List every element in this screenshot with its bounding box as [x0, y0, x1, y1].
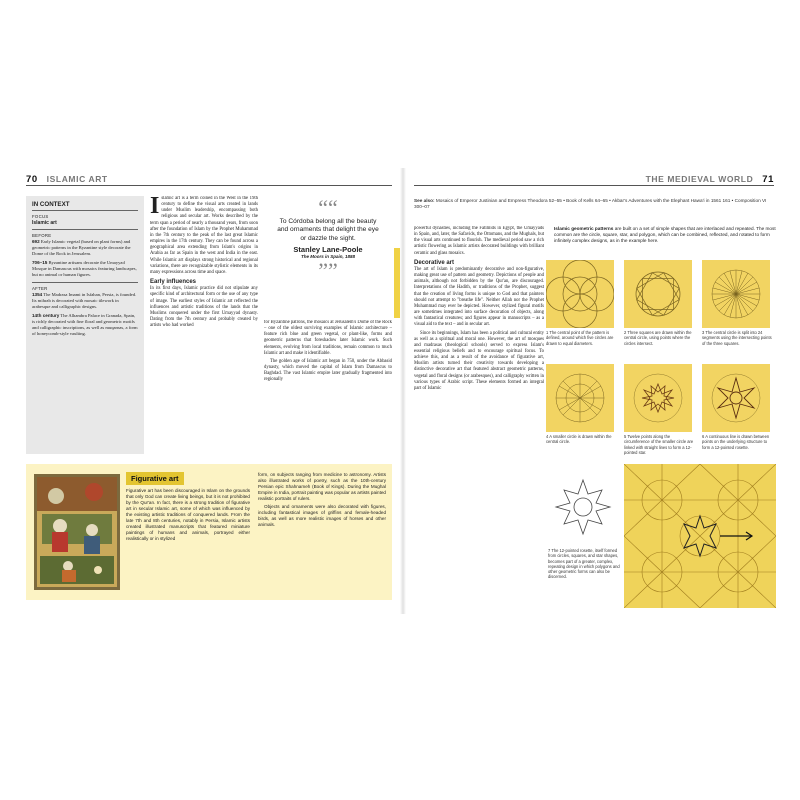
body-column-1 — [150, 196, 258, 456]
book-spread — [18, 168, 782, 614]
step-7-caption: 7 The 12-pointed rosette, itself formed from circles, squares, and star shapes, becomes part of a greater, complex, repeating design in which polygons and other geometric forms can also be discerned. — [548, 548, 620, 580]
paragraph: Objects and ornaments were also decorated with figures, including fantastical images of griffins and female-headed birds, as well as more realistic images of horses and other animals. — [258, 504, 386, 527]
step-2-caption: 2 Three squares are drawn within the central circle, using points where the circles intersect. — [624, 330, 692, 346]
geometric-intro-bold: Islamic geometric patterns — [554, 226, 614, 231]
paragraph: The art of Islam is predominantly decorative and non-figurative, making great use of pattern and geometry. Depictions of people and animals, although not forbidden by the Qur'an, are discouraged. Interpretations of the Hadith, or traditions of the Prophet, suggest that the creation of living forms is unique to God and that painters should not attempt to "breathe life". Neither Allah nor the Prophet Muhammad may ever be depicted. However, stylized figural motifs are sometimes integrated into surface decoration of objects, along with fantastical creatures; and figures appear in manuscripts – as a visual aid to the text – and in secular art. — [414, 266, 544, 328]
paragraph: The golden age of Islamic art began in 750, under the Abbasid dynasty, which moved the capital of Islam from Damascus to Baghdad. The vast Islamic empire later gradually fragmented into regionally — [264, 358, 392, 383]
yellow-accent-bar — [394, 248, 400, 318]
after-label: AFTER — [32, 285, 48, 291]
paragraph: Since its beginnings, Islam has been a political and cultural entity as well as a spiritual and moral one. However, the art of mosques and madrasas (theological schools) served to express Islam's essential religious beliefs and to encourage spiritual focus. To achieve this, and as a result of the avoidance of figurative art, Muslim artists turned their creativity towards developing a distinctive decorative art that featured abstract geometric patterns, vegetal and floral designs (or arabesques), and calligraphy written in various types of Arabic script. These elements formed an integral part of Islamic — [414, 330, 544, 391]
right-running-header — [646, 174, 774, 185]
entry-year: 14th century — [32, 312, 60, 318]
rosette-outline-diagram — [548, 472, 618, 542]
right-body-column — [414, 226, 544, 608]
step-4-diagram — [546, 364, 614, 432]
before-entry — [32, 260, 138, 278]
step-1-caption: 1 The central point of the pattern is defined, around which five circles are drawn to equal diameters. — [546, 330, 614, 346]
in-context-heading: IN CONTEXT — [32, 201, 70, 208]
in-context-box — [26, 196, 144, 454]
paragraph: In its first days, Islamic practice did not stipulate any specific kind of architectural form or the use of any type of image. The earliest styles of Islamic art reflected the influences and artistic traditions of the lands that the Muslims conquered under the first Umayyad dynasty. Dating from the 7th century and probably created by artists who had worked — [150, 286, 258, 329]
focus-label: FOCUS — [32, 214, 49, 219]
entry-text: The Alhambra Palace in Granada, Spain, is richly decorated with fine floral and geometric motifs and calligraphic inscriptions, as well as muqarnas, a form of honeycomb-style vaulting. — [32, 312, 138, 337]
panel-column-2 — [258, 472, 386, 596]
geometric-intro — [554, 226, 778, 245]
header-rule-right — [414, 185, 774, 186]
panel-title: Figurative art — [126, 472, 184, 485]
intro-text: slamic art is a term coined in the West in the 19th century to define the visual arts created in lands under Muslim leadership, encompassing both religious and secular art. Works described by the term span a period of nearly a thousand years, from soon after the foundation of Islam by the Prophet Muhammad in the 7th century to the peak of the last great Islamic empires in the 17th century. They can be found across a geographical area extending from Islam's origins in Arabia as far as Spain in the west and India in the east. While Islamic art displays strong historical and regional variations, there are recognizable stylistic elements in its many expressions across time and space. — [150, 196, 258, 275]
quote-source: The Moors in Spain, 1888 — [300, 254, 355, 260]
open-quote-icon: ““ — [318, 195, 338, 220]
step-6-caption: 6 A continuous line is drawn between points on the underlying structure to form a 12-pointed rosette. — [702, 434, 770, 450]
drop-cap: I — [150, 196, 160, 219]
before-entry — [32, 239, 138, 257]
panel-column-1 — [126, 488, 250, 596]
chapter-title-left: ISLAMIC ART — [46, 174, 108, 184]
see-also-line — [414, 198, 778, 210]
divider — [32, 282, 138, 283]
step-4-caption: 4 A smaller circle is drawn within the central circle. — [546, 434, 612, 445]
body-column-2 — [264, 320, 392, 458]
subheading-early-influences: Early influences — [150, 279, 197, 286]
before-label: BEFORE — [32, 233, 52, 238]
see-also-label: See also: — [414, 198, 435, 203]
see-also-text: Mosaics of Emperor Justinian and Empress Theodora 52–55 • Book of Kells 64–65 • Akbar's Adventures with the Elephant Hawa'i in 1561 161 • Composition VI 300–07 — [414, 198, 767, 210]
focus-value: Islamic art — [32, 220, 57, 226]
step-6-diagram — [702, 364, 770, 432]
repeating-pattern-image — [624, 464, 776, 608]
paragraph: for Byzantine patrons, the mosaics at Jerusalem's Dome of the Rock – one of the oldest surviving examples of Islamic architecture – feature rich blue and green vegetal, or plant-like, forms and geometric patterns that foreshadow later Islamic work. Such elements, evolving from local traditions, remain common to much Islamic art and make it identifiable. — [264, 320, 392, 356]
paragraph: Figurative art has been discouraged in Islam on the grounds that only God can create living beings, but it is not prohibited by the Qur'an. In fact, there is a strong tradition of figurative art in secular Islamic art, some of which was influenced by the existing artistic traditions of conquered lands. From the late 7th and 8th centuries, notably in Persia, Islamic artists created illustrated manuscripts that featured miniature paintings of humans and animals, portrayed either realistically or in stylized — [126, 488, 250, 541]
geometric-intro-text: are built on a set of simple shapes that are interlaced and repeated. The most common are the circle, square, star, and polygon, which can be combined, reflected, and rotated to form infinitely complex designs, as in the example here. — [554, 226, 776, 244]
quote-text: To Córdoba belong all the beauty and ornaments that delight the eye or dazzle the sight. — [277, 218, 379, 242]
paragraph: powerful dynasties, including the Fatimids in Egypt, the Umayyads in Spain, and, later, the Safavids, the Ottomans, and the Mughals, but the visual arts continued to flourish. The medieval period saw a rich artistic flowering as Islamic artists decorated buildings with brilliant ceramic and glass mosaics. — [414, 226, 544, 256]
gutter-shadow — [400, 168, 406, 614]
step-3-caption: 3 The central circle is split into 24 segments using the intersecting points of the three squares. — [702, 330, 772, 346]
pull-quote — [264, 196, 392, 316]
page-number-left: 70 — [26, 174, 38, 185]
page-number-right: 71 — [762, 174, 774, 185]
chapter-title-right: THE MEDIEVAL WORLD — [645, 174, 754, 184]
divider — [32, 210, 138, 211]
step-2-diagram — [624, 260, 692, 328]
subheading-decorative-art: Decorative art — [414, 259, 455, 266]
paragraph: form, on subjects ranging from medicine to astronomy. Artists also illustrated works of poetry, such as the 10th-century Persian epic Shahnameh (Book of Kings). During the Mughal Empire in India, portrait painting was popular as artists painted realistic portraits of rulers. — [258, 472, 386, 501]
figurative-art-panel — [26, 464, 392, 600]
header-rule-left — [26, 185, 392, 186]
after-entry — [32, 292, 138, 310]
quote-author: Stanley Lane-Poole — [293, 245, 363, 255]
close-quote-icon: ”” — [318, 258, 338, 284]
divider — [32, 229, 138, 230]
step-5-caption: 5 Twelve points along the circumference of the smaller circle are linked with straight lines to form a 12-pointed star. — [624, 434, 694, 455]
step-1-diagram — [546, 260, 614, 328]
miniature-painting-image — [34, 474, 120, 590]
entry-text: Byzantine artisans decorate the Umayyad Mosque in Damascus with mosaics featuring landscapes, but no animal or human figures. — [32, 260, 137, 278]
entry-text: The Madrasa Imami in Isfahan, Persia, is founded. Its mihrab is decorated with mosaic tilework in arabesque and calligraphic designs. — [32, 291, 137, 309]
step-3-diagram — [702, 260, 770, 328]
left-running-header — [26, 174, 108, 185]
entry-year: 692 — [32, 239, 40, 244]
entry-text: Early Islamic vegetal (based on plant forms) and geometric patterns in the Byzantine style decorate the Dome of the Rock in Jerusalem. — [32, 239, 131, 257]
entry-year: 1354 — [32, 291, 43, 297]
intro-paragraph — [150, 196, 258, 276]
after-entry — [32, 313, 138, 337]
entry-year: 706–15 — [32, 260, 48, 266]
step-5-diagram — [624, 364, 692, 432]
